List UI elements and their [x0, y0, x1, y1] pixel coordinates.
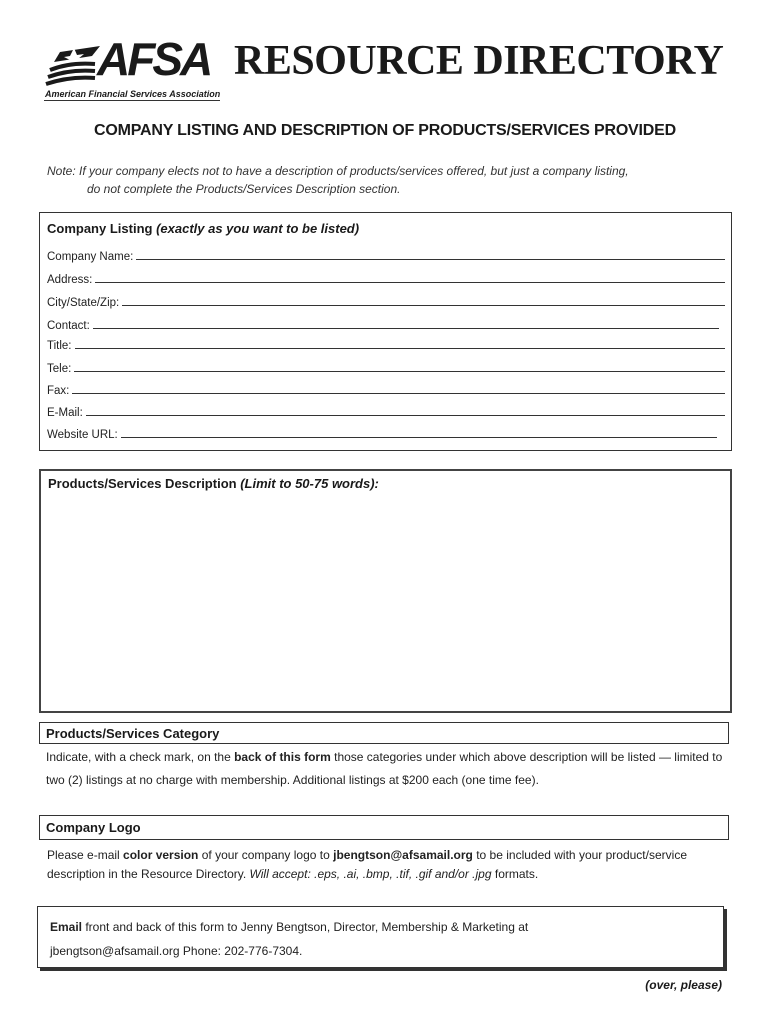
logo-text-b: of your company logo to	[198, 848, 334, 862]
description-heading-note: (Limit to 50-75 words):	[240, 476, 379, 491]
website-url-field[interactable]	[47, 425, 717, 441]
title-field[interactable]	[47, 336, 725, 352]
description-heading	[48, 476, 379, 491]
company-logo-heading: Company Logo	[46, 820, 141, 835]
company-listing-heading	[47, 221, 359, 236]
products-services-description-area[interactable]	[39, 469, 732, 713]
logo-text-d: formats.	[491, 867, 539, 881]
company-name-label: Company Name:	[47, 251, 134, 263]
logo-text-c: to be included with your product/service description in the Resource Directory.	[47, 848, 687, 881]
city-state-zip-label: City/State/Zip:	[47, 297, 120, 309]
email-line	[86, 414, 725, 416]
email-field[interactable]	[47, 403, 725, 419]
email-instructions-line-2: jbengtson@afsamail.org Phone: 202-776-7304.	[50, 944, 303, 958]
email-instructions-bold: Email	[50, 920, 83, 934]
company-listing-heading-note: (exactly as you want to be listed)	[156, 221, 360, 236]
logo-email-address[interactable]: jbengtson@afsamail.org	[333, 848, 473, 862]
category-heading: Products/Services Category	[46, 726, 220, 741]
company-logo-instructions	[47, 846, 727, 884]
description-heading-label: Products/Services Description	[48, 476, 237, 491]
tele-line	[74, 370, 725, 372]
tele-label: Tele:	[47, 363, 72, 375]
logo-text-a: Please e-mail	[47, 848, 124, 862]
email-label: E-Mail:	[47, 407, 83, 419]
logo-text-italic: Will accept: .eps, .ai, .bmp, .tif, .gif and/or .jpg	[249, 867, 492, 881]
city-state-zip-field[interactable]	[47, 293, 725, 309]
website-url-line	[121, 436, 717, 438]
form-subtitle: COMPANY LISTING AND DESCRIPTION OF PRODUCTS/SERVICES PROVIDED	[94, 122, 676, 139]
fax-field[interactable]	[47, 381, 725, 397]
title-label: Title:	[47, 340, 72, 352]
tele-field[interactable]	[47, 359, 725, 375]
category-instructions	[46, 746, 726, 792]
company-logo-heading-box	[39, 815, 729, 840]
logo-rule	[44, 100, 220, 101]
category-text-b: those categories under which above description will be listed — limited to two (2) listings at no charge with membership. Additional listings at $200 each (one time fee).	[46, 750, 723, 787]
category-text-bold: back of this form	[234, 750, 331, 764]
company-listing-heading-label: Company Listing	[47, 221, 153, 236]
contact-label: Contact:	[47, 320, 90, 332]
city-state-zip-line	[122, 304, 725, 306]
title-line	[75, 347, 726, 349]
company-name-field[interactable]	[47, 247, 725, 263]
company-name-line	[136, 258, 725, 260]
page-title: RESOURCE DIRECTORY	[234, 38, 724, 84]
note-line-2: do not complete the Products/Services Description section.	[87, 182, 401, 196]
afsa-logo-subtitle: American Financial Services Association	[45, 89, 221, 99]
contact-line	[93, 327, 719, 329]
over-please-note: (over, please)	[645, 978, 722, 992]
address-line	[95, 281, 725, 283]
email-instructions-line-1: front and back of this form to Jenny Bengtson, Director, Membership & Marketing at	[82, 920, 529, 934]
fax-label: Fax:	[47, 385, 70, 397]
address-label: Address:	[47, 274, 93, 286]
note-line-1: Note: If your company elects not to have a description of products/services offered, but just a company listing,	[47, 164, 629, 178]
address-field[interactable]	[47, 270, 725, 286]
fax-line	[72, 392, 725, 394]
contact-field[interactable]	[47, 316, 719, 332]
logo-text-bold-1: color version	[123, 848, 199, 862]
website-url-label: Website URL:	[47, 429, 118, 441]
afsa-logo-text: AFSA	[97, 33, 211, 85]
category-text-a: Indicate, with a check mark, on the	[46, 750, 235, 764]
email-instructions	[50, 915, 710, 963]
